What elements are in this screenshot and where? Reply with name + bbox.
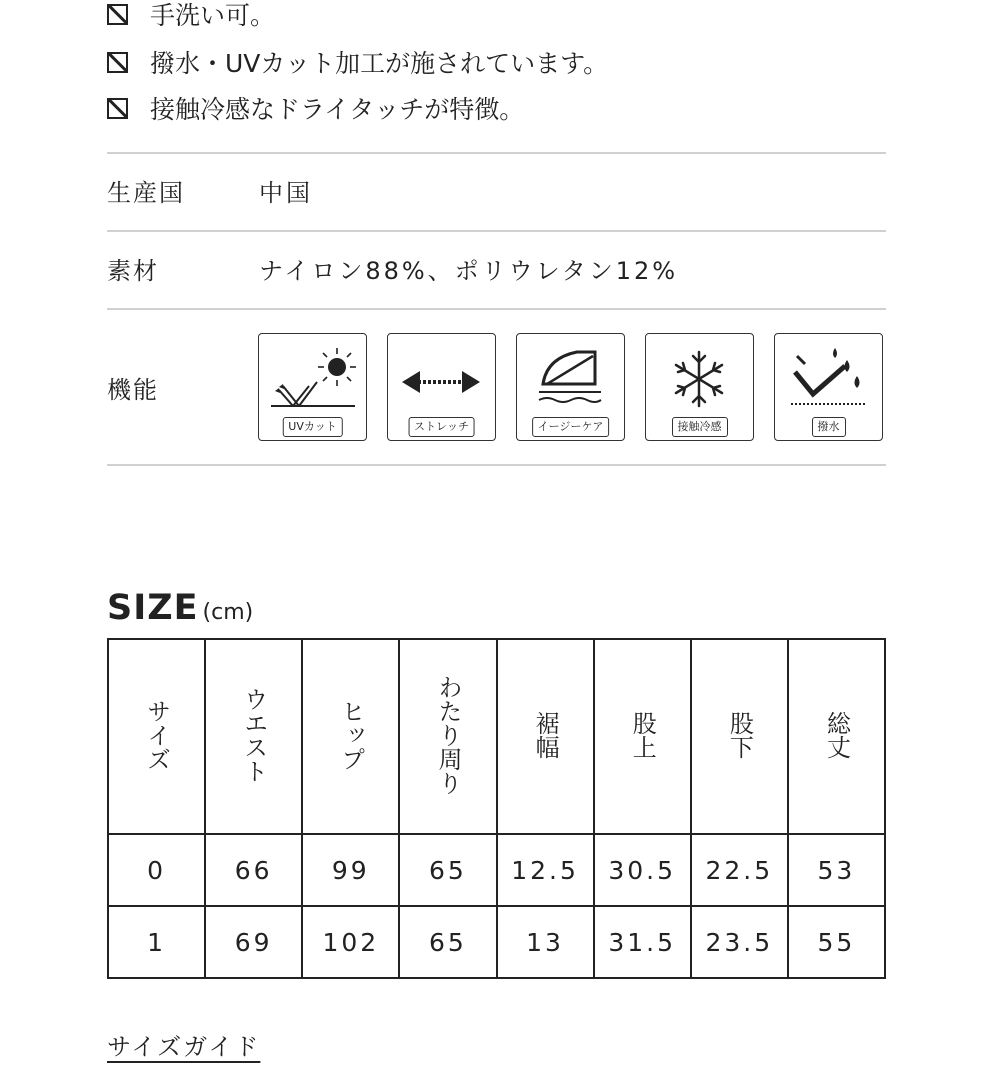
table-cell: 65 [399,834,496,906]
size-title [107,588,253,628]
spec-label: 機能 [107,376,159,404]
column-header [108,639,205,834]
column-header [497,639,594,834]
size-heading: SIZE [107,588,199,628]
divider [107,152,886,154]
table-cell: 30.5 [594,834,691,906]
uv-cut-icon [258,333,367,441]
size-table [107,638,886,979]
table-cell: 22.5 [691,834,788,906]
table-cell: 102 [302,906,399,978]
table-cell: 13 [497,906,594,978]
table-cell: 31.5 [594,906,691,978]
table-row [108,906,885,978]
table-header-row [108,639,885,834]
stretch-icon [387,333,496,441]
checkbox-square-icon [107,4,128,25]
column-header [302,639,399,834]
icon-label: 接触冷感 [672,417,728,437]
icon-label: UVカット [282,417,342,437]
feature-text: 撥水・UVカット加工が施されています。 [150,49,609,78]
spec-row-origin [107,173,886,213]
table-cell: 65 [399,906,496,978]
column-header [594,639,691,834]
divider [107,464,886,466]
table-cell: 23.5 [691,906,788,978]
feature-item [107,0,275,34]
column-header-text: 股上 [628,710,657,759]
checkbox-square-icon [107,52,128,73]
column-header-text: ヒップ [336,698,365,771]
table-cell: 12.5 [497,834,594,906]
function-icon-list [258,333,883,441]
icon-label: イージーケア [532,417,610,437]
table-cell: 0 [108,834,205,906]
divider [107,230,886,232]
spec-value: ナイロン88%、ポリウレタン12% [259,257,679,285]
feature-item [107,42,608,82]
column-header-text: わたり周り [433,674,462,795]
spec-label: 生産国 [107,179,185,207]
size-unit: (cm) [202,600,254,625]
column-header [399,639,496,834]
column-header-text: サイズ [142,698,171,771]
column-header [788,639,885,834]
spec-value: 中国 [259,179,313,207]
table-cell: 69 [205,906,302,978]
table-cell: 99 [302,834,399,906]
divider [107,308,886,310]
column-header-text: 裾幅 [531,710,560,759]
checkbox-square-icon [107,98,128,119]
easy-care-icon [516,333,625,441]
feature-text: 手洗い可。 [150,1,276,30]
column-header [691,639,788,834]
table-cell: 1 [108,906,205,978]
water-repellent-icon [774,333,883,441]
icon-label: 撥水 [812,417,846,437]
icon-label: ストレッチ [408,417,475,437]
table-cell: 66 [205,834,302,906]
column-header-text: ウエスト [239,686,268,783]
column-header-text: 総丈 [822,710,851,759]
table-row [108,834,885,906]
feature-item [107,88,524,128]
spec-row-material [107,251,886,291]
table-cell: 53 [788,834,885,906]
spec-label: 素材 [107,257,159,285]
cool-touch-icon [645,333,754,441]
column-header-text: 股下 [725,710,754,759]
column-header [205,639,302,834]
size-guide-link[interactable]: サイズガイド [107,1033,261,1061]
table-cell: 55 [788,906,885,978]
feature-text: 接触冷感なドライタッチが特徴。 [150,95,525,124]
